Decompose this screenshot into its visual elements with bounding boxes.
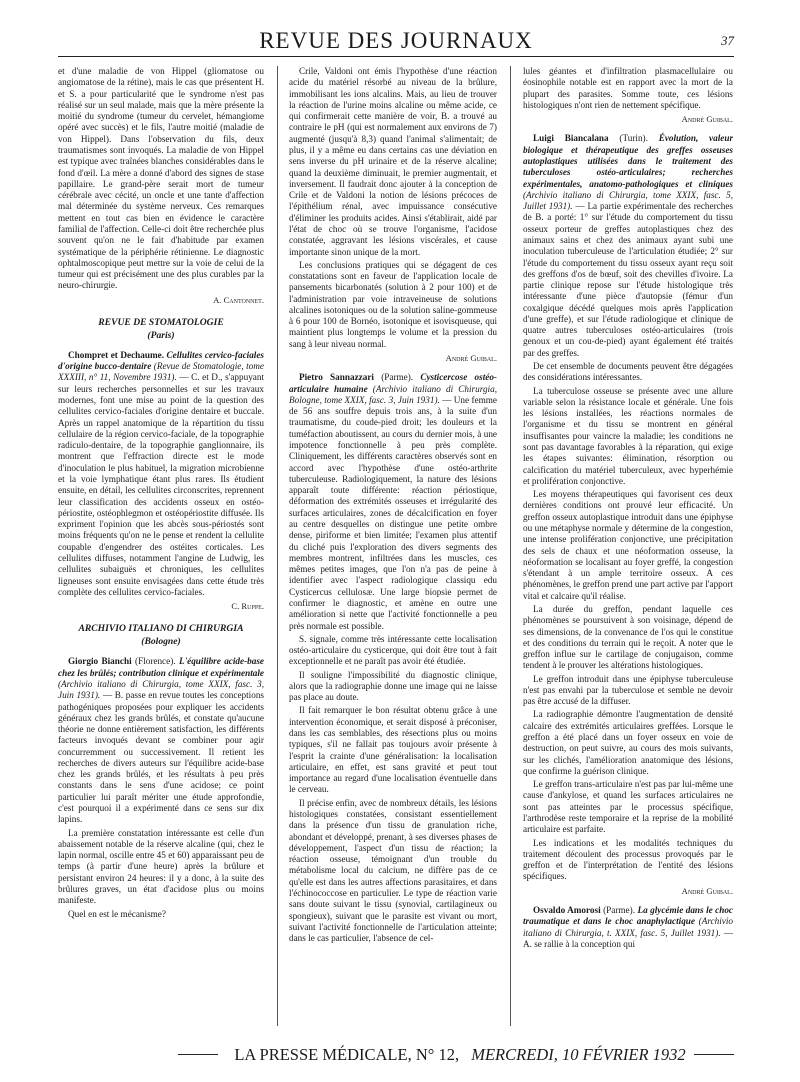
article-author: Luigi Biancalana	[533, 133, 609, 144]
paragraph: Les moyens thérapeutiques qui favorisent ces deux dernières conditions ont prouvé leur efficacité. Un greffon osseux autoplastique introduit dans une épiphyse ou une métaphyse normale y détermine de la congestion, une intense prolifération conjonctive, une précipitation des sels de chaux et une néoformation osseuse, la néoformation se localisant au foyer greffé, la congestion s'étendant à un ample territoire osseux. A ces phénomènes, le greffon prend une part active par l'apport vital et calcaire qu'il réalise.	[523, 489, 733, 601]
article	[58, 656, 264, 825]
article-title: Cellulites cervico-faciales d'origine bucco-dentaire	[58, 349, 264, 372]
article-author: Pietro Sannazzari	[299, 372, 374, 383]
paragraph: La radiographie démontre l'augmentation de densité calcaire des extrémités articulaires greffées. Lorsque le greffon a été placé dans un foyer osseux en voie de destruction, on peut suivre, au cours des mois suivants, sur les clichés, l'amélioration anatomique des lésions, que confirme la guérison clinique.	[523, 709, 733, 776]
article-body: — Une femme de 56 ans souffre depuis trois ans, à la suite d'un traumatisme, du coude-pied droit; les douleurs et la tuméfaction aboutissent, au cours du dernier mois, à une impotence fonctionnelle à peu près complète. Cliniquement, les différents caractères observés sont en accord avec l'hypothèse d'une ostéo-arthrite tuberculeuse. Radiologiquement, la nature des lésions apparaît toute différente: réaction périostique, déformation des extrémités osseuses et irrégularité des surfaces articulaires, zones de décalcification en foyer au centre desquelles on distingue une petite ombre dense, piriforme et bien limitée; l'examen plus attentif du cliché puis l'exploration des divers segments des membres montrent, infiltrées dans les muscles, ces mêmes petites images, que l'on n'a pas de peine à identifier avec l'aspect radiologique classiqu edu Cysticercus cellulosæ. Une large biopsie permet de confirmer le diagnostic, et amène en outre une amélioration si nette que l'activité fonctionnelle a peu près normale est possible.	[289, 394, 497, 631]
paragraph: Les conclusions pratiques qui se dégagent de ces constatations sont en faveur de l'application locale de pansements bicarbonatés (solution à 2 pour 100) et de l'administration par voie intraveineuse de solutions alcalines isotoniques ou de la solution saline-gommeuse à 6 pour 100 de Bornéo, isotonique et isovisqueuse, qui maintient plus longtemps le volume et la pression du sang à leur niveau normal.	[289, 259, 497, 349]
paragraph: Crile, Valdoni ont émis l'hypothèse d'une réaction acide du matériel résorbé au niveau de la brûlure, immobilisant les ions alcalins. Mais, au lieu de trouver la réaction de l'urine moins alcaline ou même acide, ce qui confirmerait cette manière de voir, B. a trouvé au contraire le pH (qui est normalement aux environs de 7) augmenté (jusqu'à 8,3) quand l'animal s'alimentait; de plus, il y a même eu dans certains cas une déviation en sens inverse du pH urinaire et de la réserve alcaline; quand la deuxième diminuait, le premier augmentait, et inversement. Il faudrait donc ajouter à la conception de Crile et de Valdoni la notion de lésions précoces de l'épithélium rénal, avec impuissance consécutive d'éliminer les produits acides. Ainsi s'établirait, aidé par l'état de choc où se trouve l'organisme, l'acidose constatée, aggravant les lésions viscérales, et cause importante sinon unique de la mort.	[289, 66, 497, 257]
article-source: (Archivio italiano di Chirurgia, tome XXIX, fasc. 3, Juin 1931).	[58, 678, 264, 701]
section-city: (Bologne)	[141, 636, 181, 648]
article-title: Cysticercose ostéo-articulaire humaine	[289, 372, 497, 394]
article-title: L'équilibre acide-base chez les brûlés; contribution clinique et expérimentale	[58, 656, 264, 678]
article-author: Giorgio Bianchi	[68, 656, 132, 667]
column-middle	[289, 66, 497, 1036]
paragraph: lules géantes et d'infiltration plasmacellulaire ou éosinophile notable est en rapport avec la mort de la plupart des parasites. Somme toute, ces lésions histologiques n'ont rien de nettement spécifique.	[523, 66, 733, 110]
footer-date: MERCREDI, 10 FÉVRIER 1932	[471, 1045, 686, 1064]
column-divider	[510, 66, 511, 1026]
article	[523, 133, 733, 359]
paragraph: La première constatation intéressante est celle d'un abaissement notable de la réserve alcaline (qui, chez le lapin normal, oscille entre 45 et 60) apparaissant peu de temps (à partir d'une heure) après la brûlure et persistant environ 24 heures: il y a donc, à la suite des brûlures graves, un état d'acidose plus ou moins manifeste.	[58, 827, 264, 906]
article-body: — B. passe en revue toutes les conceptions pathogéniques proposées pour expliquer les accidents généraux chez les grands brûlés, et constate qu'aucune théorie ne donne entièrement satisfaction, les différents facteurs invoqués devant se combiner pour agir concurremment ou successivement. Il retient les recherches de divers auteurs sur l'équilibre acide-base chez les grands brûlés, et les résultats à peu près constants dans le sens d'une acidose; ce point particulier lui paraît mériter une étude approfondie, c'est pourquoi il a expérimenté dans ce sens sur dix lapins.	[58, 690, 264, 825]
article-place: (Parme).	[381, 372, 414, 383]
article-source: (Revue de Stomatologie, tome XXXIII, n° 11, Novembre 1931).	[58, 361, 264, 383]
section-city: (Paris)	[147, 329, 175, 341]
section-heading: REVUE DE STOMATOLOGIE	[98, 316, 224, 328]
article-body: — A. se rallie à la conception qui	[523, 927, 733, 949]
column-left	[58, 66, 264, 1036]
article-body: — La partie expérimentale des recherches de B. a porté: 1° sur l'étude du comportement du tissu osseux porteur de greffes autoplastiques chez des animaux sains et chez des animaux ayant subi une inoculation tuberculeuse de l'articulation étudiée; 2° sur l'étude du comportement du tissu osseux ayant reçu soit des greffons d'os de bœuf, soit des chevilles d'ivoire. La partie clinique repose sur l'étude histologique très intéressante d'une pièce d'autopsie (fémur d'un coxalgique décédé quelques mois après l'application d'une greffe), et sur l'étude radiologique et clinique de quatre autres tuberculoses ostéo-articulaires (trois genoux et un cou-de-pied) ayant également été traités par des greffes.	[523, 201, 733, 358]
page-number: 37	[721, 33, 734, 48]
signature: André Guibal.	[681, 114, 733, 125]
paragraph: Il précise enfin, avec de nombreux détails, les lésions histologiques constatées, consistant essentiellement dans la présence d'un tissu de granulation riche, abondant et développé, prenant, à ses diverses phases de développement, l'aspect d'un tissu de réaction; la réaction osseuse, témoignant d'un trouble du métabolisme local du calcium, ne diffère pas de ce qu'elle est dans les autres affections parasitaires, et dans l'échinococcose en particulier. Le type de réaction varie sans doute suivant le tissu (synovial, cartilagineux ou spongieux), suivant que le parasite est vivant ou mort, suivant l'activité fonctionnelle de l'articulation atteinte; dans le cas particulier, l'absence de cel-	[289, 797, 497, 944]
page-footer	[178, 1045, 734, 1065]
paragraph: La durée du greffon, pendant laquelle ces phénomènes se poursuivent à son voisinage, dépend de ses dimensions, de la convenance de l'os qui le constitue et des conditions du terrain qui le reçoit. A noter que le greffon influe sur le cartilage de conjugaison, comme tendent à le prouver les altérations histologiques.	[523, 603, 733, 671]
footer-journal: LA PRESSE MÉDICALE, N° 12,	[226, 1045, 467, 1064]
article	[523, 905, 733, 950]
article-author: Osvaldo Amorosi	[533, 904, 601, 915]
signature: André Guibal.	[445, 353, 497, 364]
article-title: La glycémie dans le choc traumatique et dans le choc anaphylactique	[523, 904, 733, 927]
journal-section-title: REVUE DES JOURNAUX	[259, 28, 533, 53]
column-divider	[277, 66, 278, 1026]
article-source: (Archivio italiano di Chirurgia, Bologne, tome XXIX, fasc. 3, Juin 1931).	[289, 383, 497, 405]
paragraph: La tuberculose osseuse se présente avec une allure variable selon la résistance locale et générale. Une fois les lésions installées, les réactions normales de l'organisme et du tissu se montrent en général insuffisantes pour vaincre la maladie; les conditions ne sont pas davantage favorables à la réparation, qui exige les étapes suivantes: élimination, résorption ou calcification du matériel tuberculeux, avec hyperhémie et prolifération conjonctive.	[523, 385, 733, 486]
article-place: (Turin).	[619, 133, 648, 144]
article-source: (Archivio italiano di Chirurgia, t. XXIX, fasc. 5, Juillet 1931).	[523, 916, 733, 938]
article-author: Chompret et Dechaume.	[68, 349, 164, 360]
paragraph: Le greffon introduit dans une épiphyse tuberculeuse n'est pas envahi par la tuberculose et semble ne devoir pas être accusé de la diffuser.	[523, 673, 733, 707]
article-title: Évolution, valeur biologique et thérapeutique des greffes osseuses autoplastiques utilisées dans le traitement des tuberculoses ostéo-articulaires; recherches expérimentales, anatomo-pathologiques et cliniques	[523, 133, 733, 189]
paragraph: Il souligne l'impossibilité du diagnostic clinique, alors que la radiographie donne une image qui ne laisse pas place au doute.	[289, 669, 497, 703]
header-rule	[58, 56, 734, 57]
article-place: (Florence).	[135, 656, 176, 667]
paragraph: Les indications et les modalités techniques du traitement découlent des processus provoqués par le greffon et de l'interprétation de l'entité des lésions spécifiques.	[523, 837, 733, 882]
paragraph: et d'une maladie de von Hippel (gliomatose ou angiomatose de la rétine), mais le cas que présentent H. et S. a pour particularité que le syndrome n'est pas réalisé sur un seul malade, mais que la mère présente la moitié du syndrome (tumeur du cervelet, hémangiome opéré avec succès) et le fils, l'autre moitié (maladie de von Hippel). Dans l'observation du fils, deux traumatismes sont invoqués. La maladie de von Hippel est typique avec traînées blanches considérables dans le fond d'œil. La mère a donné d'abord des signes de stase papillaire. Le grand-père serait mort de tumeur cérébrale avec cécité, un oncle et une tante d'affection mal déterminée du système nerveux. Ces remarques mettent en tout cas bien en évidence le caractère familial de l'affection. Celle-ci doit être recherchée plus souvent qu'on ne le fait d'habitude par examen systématique de la périphérie rétinienne. Le diagnostic ophtalmoscopique peut mettre sur la voie de celui de la tumeur qui est précisément une des plus curables par la neuro-chirurgie.	[58, 66, 264, 291]
article-source: (Archivio italiano di Chirurgia, tome XXIX, fasc. 5, Juillet 1931).	[523, 189, 733, 212]
article	[58, 350, 264, 598]
article-body: — C. et D., s'appuyant sur leurs recherches personnelles et sur les travaux modernes, font une mise au point de la question des cellulites cervico-faciales d'origine dentaire et buccale. Après un rappel anatomique de la répartition du tissu cellulaire de la région cervico-faciale, de la topographie radiculo-dentaire, de la topographie ganglionnaire, ils montrent que l'effraction directe est le mode d'inoculation le plus habituel, la migration microbienne et la voie lymphatique étant plus rares. Ils étudient ensuite, en détail, les cellulites circonscrites, reprennent leur classification des accidents osseux en ostéo-périostite, ostéophlegmon et ostéopériostite diffusée. Ils expriment l'opinion que les abcès sous-périostés sont moins fréquents qu'on ne le pense et rendent la cellulite coupable d'engendrer des ostéites corticales. Les cellulites diffuses, notamment l'angine de Ludwig, les cellulites subaiguës et chroniques, les cellulites ligneuses sont ensuite envisagées dans cette étude très complète des cellulites cervico-faciales.	[58, 372, 264, 597]
section-heading: ARCHIVIO ITALIANO DI CHIRURGIA	[78, 623, 244, 635]
signature: C. Ruppe.	[231, 601, 264, 612]
paragraph: Le greffon trans-articulaire n'est pas par lui-même une cause d'ankylose, et quand les surfaces articulaires ne sont pas atteintes par le processus spécifique, l'arthrodèse reste temporaire et la reprise de la mobilité articulaire est parfaite.	[523, 779, 733, 835]
article	[289, 372, 497, 631]
paragraph: S. signale, comme très intéressante cette localisation ostéo-articulaire du cysticerque, qui doit être tout à fait exceptionnelle et ne paraît pas avoir été étudiée.	[289, 633, 497, 667]
paragraph: De cet ensemble de documents peuvent être dégagées des considérations intéressantes.	[523, 361, 733, 383]
article-place: (Parme).	[603, 904, 635, 915]
paragraph: Il fait remarquer le bon résultat obtenu grâce à une intervention économique, et serait disposé à préconiser, dans les cas semblables, des résections plus ou moins typiques, s'il ne fallait pas toujours avoir présente à l'esprit la crainte d'une généralisation: la localisation articulaire, en effet, est sans gravité et peut tout importance au regard d'une localisation éventuelle dans le cerveau.	[289, 705, 497, 795]
column-right	[523, 66, 733, 1036]
page-header	[58, 28, 734, 58]
signature: André Guibal.	[681, 885, 733, 896]
signature: A. Cantonnet.	[213, 294, 264, 305]
paragraph: Quel en est le mécanisme?	[68, 908, 166, 919]
